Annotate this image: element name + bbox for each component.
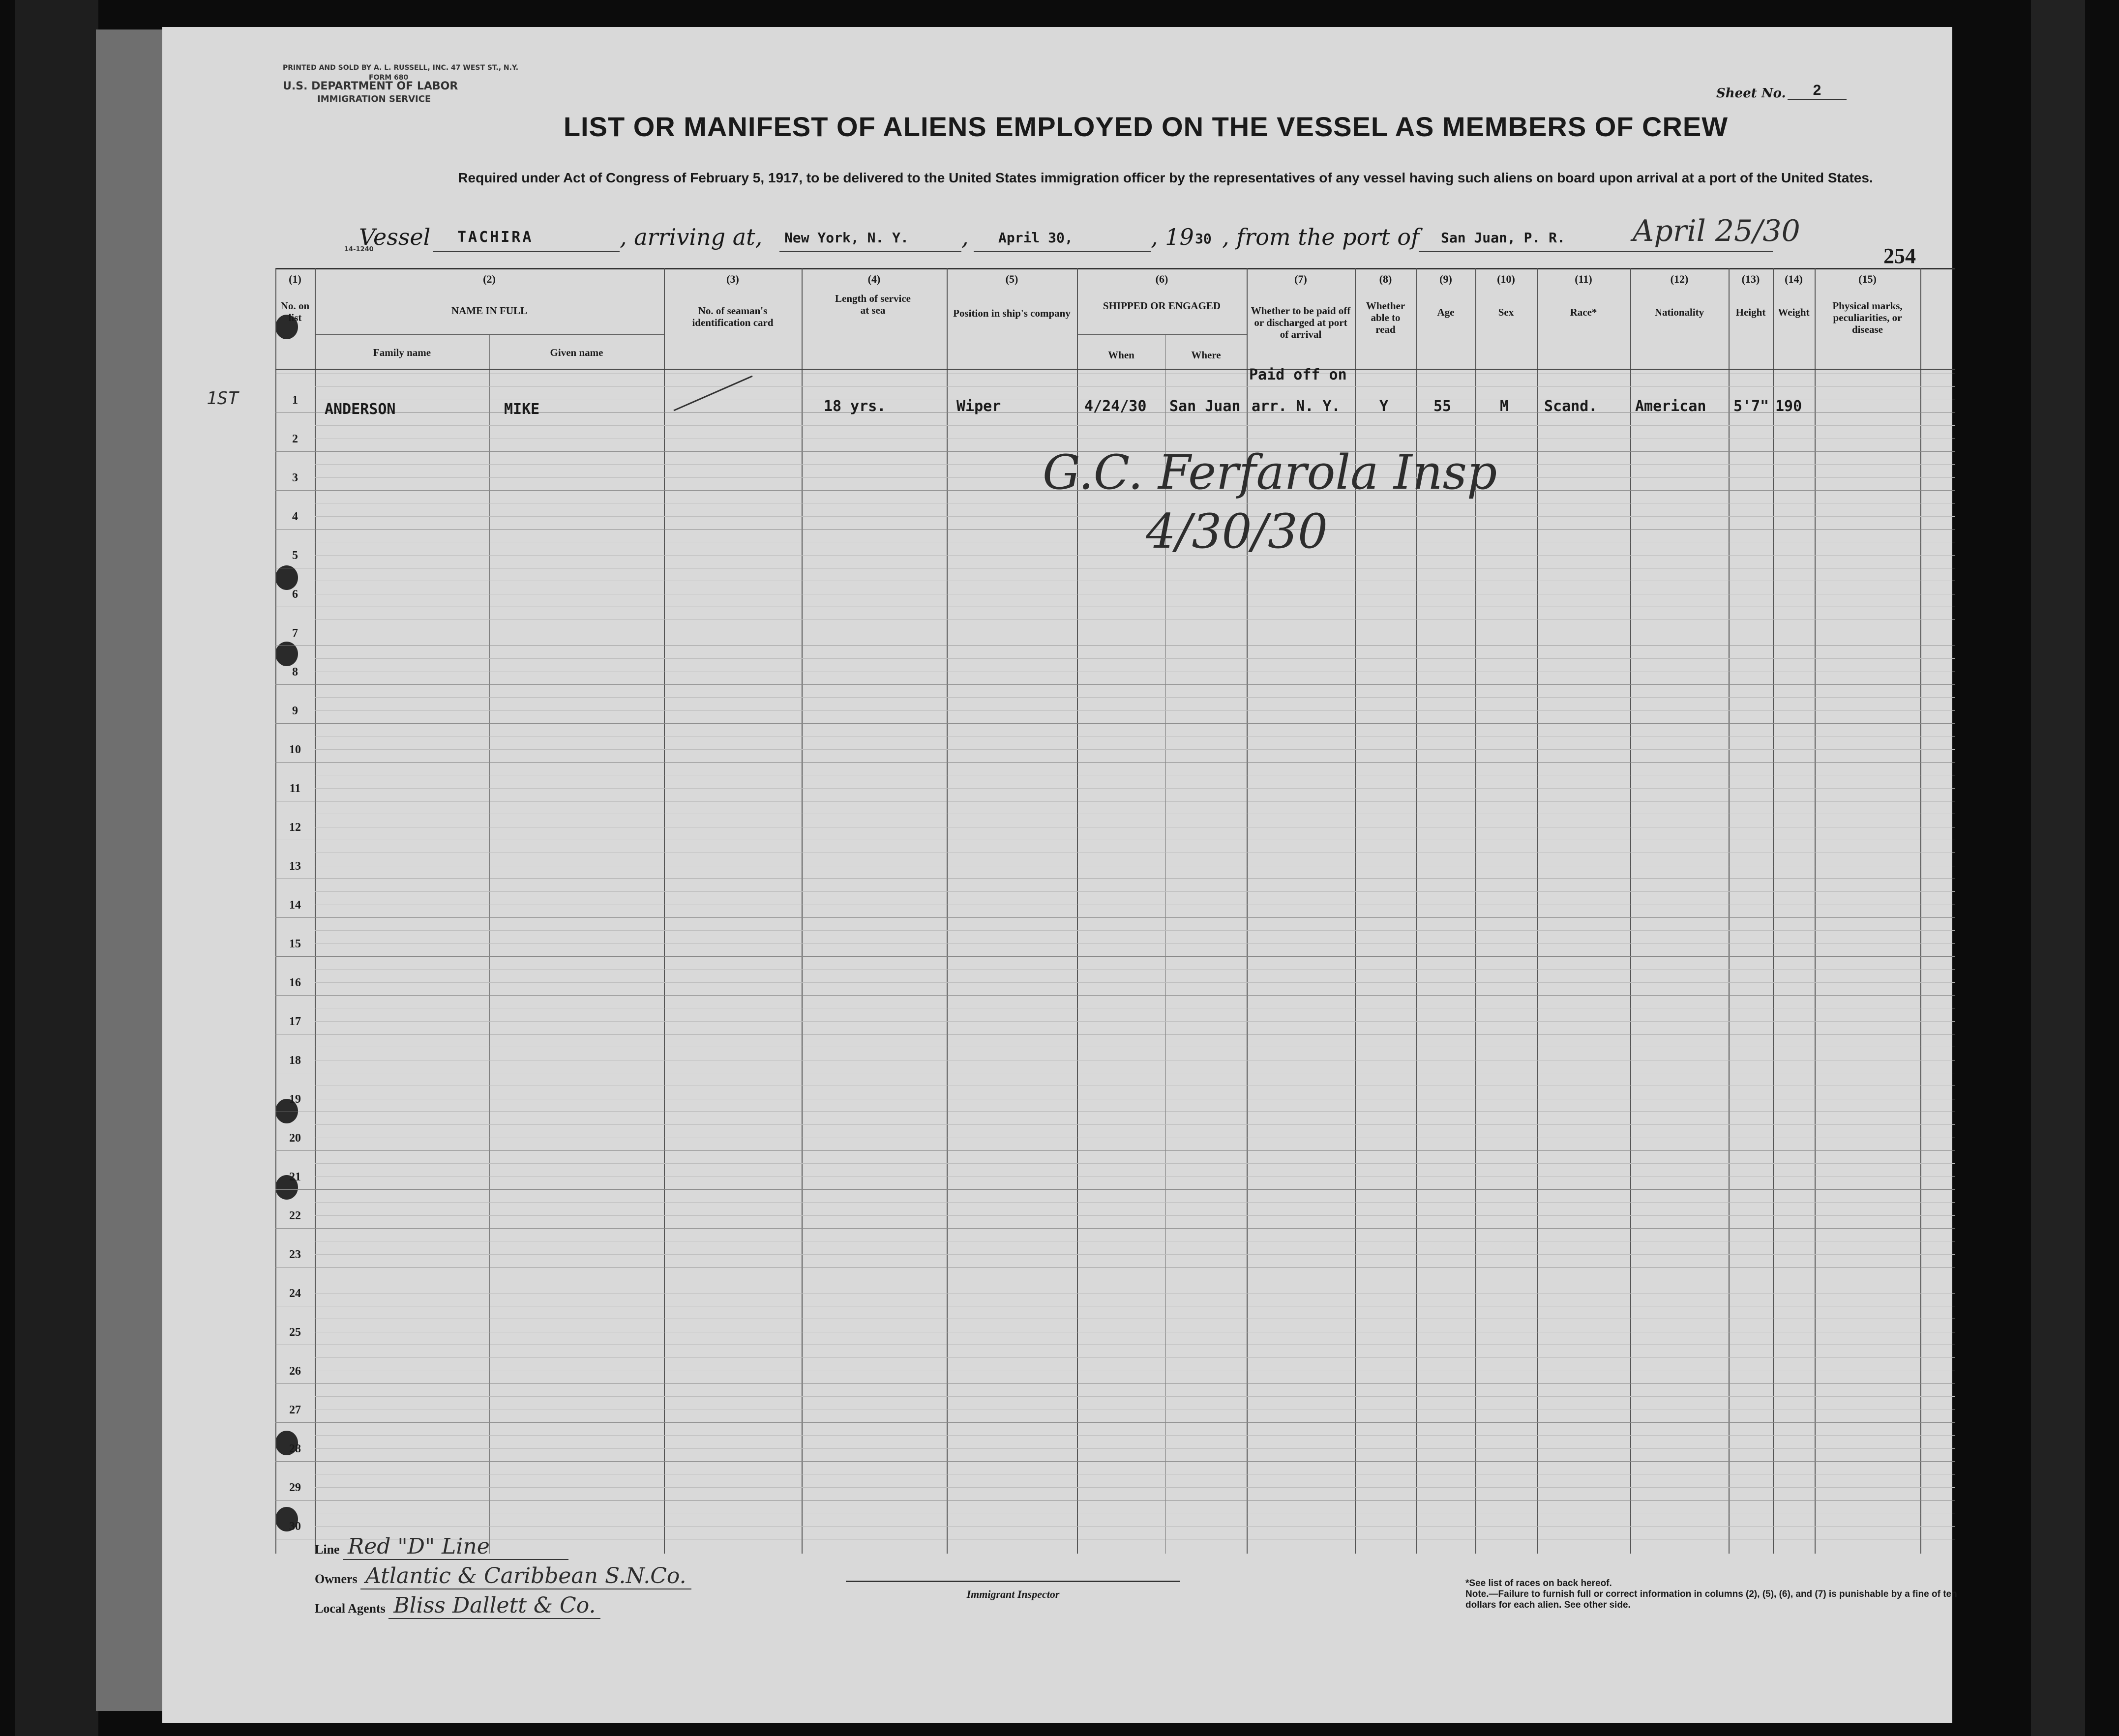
col-head-weight: Weight	[1778, 306, 1810, 318]
sheet-number-label: Sheet No.	[1716, 86, 1786, 101]
col-head-no: No. on list	[280, 300, 310, 324]
row-divider	[275, 1383, 1955, 1384]
row-subline	[315, 982, 1955, 983]
row-number: 6	[292, 588, 298, 601]
departure-port: San Juan, P. R.	[1441, 230, 1565, 246]
row-subline	[315, 1202, 1955, 1203]
row-subline	[315, 1448, 1955, 1449]
form-code: 14-1240	[344, 246, 374, 253]
row-divider	[275, 723, 1955, 724]
col-num-2: (2)	[483, 273, 496, 285]
row-1-id-card-checkmark	[669, 371, 757, 415]
row-number: 27	[289, 1404, 301, 1416]
col-num-5: (5)	[1005, 273, 1018, 285]
row-1-position: Wiper	[956, 398, 1001, 415]
row-subline	[315, 425, 1955, 426]
row-subline	[315, 658, 1955, 659]
row-number: 19	[289, 1093, 301, 1106]
arrival-year: 30	[1195, 231, 1212, 247]
row-divider	[275, 1461, 1955, 1462]
inspector-signature-date: 4/30/30	[1146, 504, 1328, 559]
col-head-family: Family name	[373, 347, 431, 358]
col-num-7: (7)	[1294, 273, 1307, 285]
row-subline	[315, 516, 1955, 517]
owners-value: Atlantic & Caribbean S.N.Co.	[360, 1563, 691, 1589]
col-head-age: Age	[1437, 306, 1455, 318]
col-head-nationality: Nationality	[1654, 306, 1704, 318]
row-1-sex: M	[1500, 398, 1509, 415]
row-number: 1	[292, 394, 298, 407]
col-num-6: (6)	[1155, 273, 1168, 285]
col-head-height: Height	[1735, 306, 1766, 318]
sheet-number-value: 2	[1788, 82, 1847, 100]
footer-note	[1465, 1578, 1957, 1611]
row-subline	[315, 1254, 1955, 1255]
col-head-paid-off: Whether to be paid off or discharged at port of arrival	[1251, 305, 1351, 340]
row-number: 7	[292, 627, 298, 640]
row-number: 23	[289, 1248, 301, 1261]
binder-strip-right	[2031, 0, 2085, 1736]
col-head-id-card: No. of seaman's identification card	[692, 305, 774, 328]
row-subline	[315, 969, 1955, 970]
row-number: 28	[289, 1442, 301, 1455]
binder-strip-left	[15, 0, 98, 1736]
col-head-sex: Sex	[1498, 306, 1514, 318]
row-1-family-name: ANDERSON	[325, 401, 396, 418]
row-number: 13	[289, 860, 301, 873]
row-subline	[315, 788, 1955, 789]
col-head-race: Race*	[1570, 306, 1597, 318]
row-subline	[315, 1163, 1955, 1164]
row-divider	[275, 1422, 1955, 1423]
owners-field	[315, 1563, 691, 1589]
row-number: 20	[289, 1132, 301, 1145]
row-divider	[275, 1189, 1955, 1190]
agents-label: Local Agents	[315, 1601, 386, 1616]
form-number: FORM 680	[369, 74, 409, 82]
row-divider	[275, 956, 1955, 957]
row-number: 15	[289, 938, 301, 950]
row-1-height: 5'7"	[1733, 398, 1769, 415]
row-1-nationality: American	[1635, 398, 1706, 415]
department-name: U.S. DEPARTMENT OF LABOR	[283, 80, 458, 92]
row-subline	[315, 1021, 1955, 1022]
col-num-14: (14)	[1785, 273, 1803, 285]
col-head-read: Whether able to read	[1366, 300, 1405, 335]
row-number: 10	[289, 743, 301, 756]
col-num-9: (9)	[1439, 273, 1452, 285]
col-num-8: (8)	[1379, 273, 1392, 285]
row-subline	[315, 943, 1955, 944]
row-subline	[315, 749, 1955, 750]
row-number: 29	[289, 1481, 301, 1494]
from-port-label: , from the port of	[1222, 224, 1420, 250]
row-number: 4	[292, 510, 298, 523]
row-number: 22	[289, 1209, 301, 1222]
row-divider	[275, 917, 1955, 918]
col-head-position: Position in ship's company	[953, 307, 1071, 319]
col-head-when: When	[1108, 349, 1134, 361]
arriving-label: , arriving at,	[620, 224, 763, 250]
row-subline	[315, 1435, 1955, 1436]
row-1-paid-off-line2: arr. N. Y.	[1252, 398, 1341, 415]
col-num-1: (1)	[289, 273, 301, 285]
year-prefix: , 19	[1151, 224, 1194, 250]
vessel-name: TACHIRA	[457, 229, 534, 246]
row-1-where: San Juan	[1169, 398, 1241, 415]
row-number: 16	[289, 976, 301, 989]
row-number: 12	[289, 821, 301, 834]
row-divider	[275, 529, 1955, 530]
vessel-info-line: Vessel TACHIRA , arriving at, New York, N. Y. , April 30, , 19 30 , from the port of San Juan, P. R. April 25/30	[359, 224, 1982, 258]
col-head-name: NAME IN FULL	[451, 305, 527, 317]
row-number: 26	[289, 1365, 301, 1378]
sheet-number-field	[1716, 82, 1821, 101]
row-1-margin-note: 1ST	[207, 388, 239, 409]
row-number: 9	[292, 705, 298, 717]
row-subline	[315, 1357, 1955, 1358]
inspector-signature: G.C. Ferfarola Insp	[1043, 445, 1497, 500]
arrival-date: April 30,	[998, 230, 1073, 246]
row-1-length: 18 yrs.	[824, 398, 886, 415]
row-subline	[315, 710, 1955, 711]
row-subline	[315, 930, 1955, 931]
row-divider	[275, 1500, 1955, 1501]
manifest-sheet	[162, 27, 1957, 1723]
row-number: 24	[289, 1287, 301, 1300]
col-head-given: Given name	[550, 347, 603, 358]
agents-value: Bliss Dallett & Co.	[388, 1593, 600, 1619]
row-number: 25	[289, 1326, 301, 1339]
row-subline	[315, 619, 1955, 620]
row-number: 11	[289, 782, 301, 795]
row-1-race: Scand.	[1544, 398, 1598, 415]
row-subline	[315, 1396, 1955, 1397]
page-number: 254	[1883, 244, 1916, 268]
row-number: 30	[289, 1520, 301, 1533]
row-subline	[315, 555, 1955, 556]
row-divider	[275, 1150, 1955, 1151]
col-head-shipped: SHIPPED OR ENGAGED	[1103, 300, 1221, 312]
row-number: 14	[289, 899, 301, 912]
row-subline	[315, 1487, 1955, 1488]
penalty-note: Note.—Failure to furnish full or correct information in columns (2), (5), (6), and (7) is punishable by a fine of ten dollars for each alien. See other side.	[1465, 1589, 1957, 1610]
vessel-label: Vessel	[359, 224, 431, 250]
row-number: 2	[292, 433, 298, 445]
arriving-port: New York, N. Y.	[784, 230, 909, 246]
row-divider	[275, 1228, 1955, 1229]
row-subline	[315, 1215, 1955, 1216]
col-num-4: (4)	[867, 273, 881, 285]
row-divider	[275, 684, 1955, 685]
line-label: Line	[315, 1542, 340, 1557]
row-subline	[315, 697, 1955, 698]
col-head-where: Where	[1191, 349, 1221, 361]
races-note: *See list of races on back hereof.	[1465, 1578, 1612, 1589]
line-field	[315, 1534, 568, 1559]
col-head-length: Length of service at sea	[835, 293, 911, 316]
line-value: Red "D" Line	[343, 1534, 568, 1560]
row-number: 3	[292, 471, 298, 484]
departure-date-handwritten: April 25/30	[1633, 214, 1800, 248]
service-name: IMMIGRATION SERVICE	[317, 94, 431, 104]
row-divider	[275, 995, 1955, 996]
col-num-12: (12)	[1670, 273, 1689, 285]
row-number: 17	[289, 1015, 301, 1028]
col-num-10: (10)	[1497, 273, 1515, 285]
col-num-15: (15)	[1858, 273, 1877, 285]
row-1-read: Y	[1379, 398, 1389, 415]
row-1-paid-off-line1: Paid off on	[1249, 366, 1347, 383]
row-1-weight: 190	[1775, 398, 1802, 415]
row-subline	[315, 386, 1955, 387]
owners-label: Owners	[315, 1572, 358, 1586]
row-subline	[315, 1124, 1955, 1125]
col-num-11: (11)	[1575, 273, 1592, 285]
row-number: 8	[292, 666, 298, 678]
row-1-when: 4/24/30	[1084, 398, 1147, 415]
agents-field	[315, 1593, 600, 1618]
binder-strip-inner	[96, 29, 165, 1711]
col-num-13: (13)	[1741, 273, 1760, 285]
manifest-title: LIST OR MANIFEST OF ALIENS EMPLOYED ON THE VESSEL AS MEMBERS OF CREW	[563, 111, 1729, 142]
row-number: 5	[292, 549, 298, 562]
manifest-subtitle: Required under Act of Congress of February 5, 1917, to be delivered to the United States immigration officer by the representatives of any vessel having such aliens on board upon arrival at a port of the United States.	[458, 170, 1873, 185]
row-subline	[315, 1526, 1955, 1527]
crew-table	[207, 268, 1955, 1554]
row-1-age: 55	[1433, 398, 1452, 415]
row-subline	[315, 891, 1955, 892]
row-number: 21	[289, 1171, 301, 1183]
row-number: 18	[289, 1054, 301, 1067]
inspector-label: Immigrant Inspector	[966, 1588, 1060, 1600]
row-1-given-name: MIKE	[504, 401, 540, 418]
col-num-3: (3)	[726, 273, 739, 285]
printer-imprint: PRINTED AND SOLD BY A. L. RUSSELL, INC. 47 WEST ST., N.Y.	[283, 64, 519, 72]
row-subline	[315, 1293, 1955, 1294]
row-divider	[275, 762, 1955, 763]
inspector-signature-line	[846, 1581, 1180, 1582]
col-head-marks: Physical marks, peculiarities, or disease	[1832, 300, 1903, 335]
